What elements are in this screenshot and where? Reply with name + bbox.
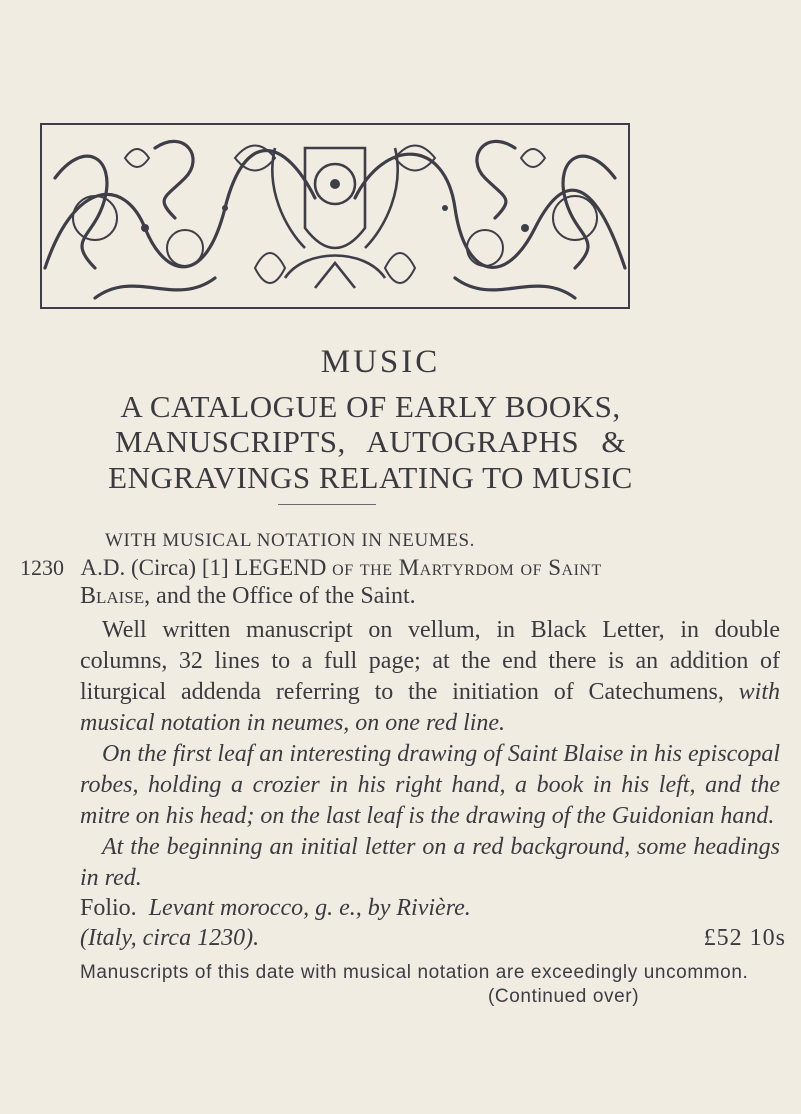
entry-year: 1230	[20, 555, 64, 580]
entry-heading	[20, 555, 602, 581]
description-italic: with musical notation in neumes, on one red line.	[80, 679, 780, 736]
continued-notice: (Continued over)	[488, 986, 640, 1007]
entry-title-rest: , and the Office of the Saint.	[144, 583, 416, 609]
title-divider	[278, 504, 376, 505]
place-date: (Italy, circa 1230).	[80, 925, 260, 951]
entry-date-label: A.D. (Circa)	[80, 555, 197, 580]
entry-legend-word: LEGEND	[234, 555, 327, 580]
ornament-illustration	[35, 118, 635, 314]
binding-text: Levant morocco, g. e., by Rivière.	[148, 895, 471, 921]
description-paragraph-3: At the beginning an initial letter on a red background, some headings in red.	[80, 834, 780, 891]
catalogue-title-line-3: ENGRAVINGS RELATING TO MUSIC	[108, 460, 633, 495]
catalogue-title-line-2: MANUSCRIPTS, AUTOGRAPHS &	[114, 424, 627, 459]
catalogue-title-line-1: A CATALOGUE OF EARLY BOOKS,	[120, 389, 621, 424]
format-binding-line	[80, 893, 780, 924]
entry-title-continuation	[80, 581, 780, 612]
entry-title: of the Martyrdom of Saint	[332, 555, 602, 580]
description-text: Well written manuscript on vellum, in Black Letter, in double columns, 32 lines to a full page; at the end there is an addition of liturgical addenda referring to the initiation of Catechumens,	[80, 617, 780, 705]
rarity-note: Manuscripts of this date with musical notation are exceedingly uncommon.	[80, 962, 749, 983]
description-paragraph-1	[80, 615, 780, 739]
section-title: MUSIC	[320, 344, 441, 380]
price: £52 10s	[703, 925, 786, 951]
format-label: Folio.	[80, 895, 137, 921]
entry-item-number: [1]	[201, 555, 229, 580]
description-paragraph-2: On the first leaf an interesting drawing of Saint Blaise in his episcopal robes, holding a crozier in his right hand, a book in his left, and the mitre on his head; on the last leaf is the drawing of the Guidonian hand.	[80, 741, 780, 829]
place-price-line	[80, 925, 786, 952]
subheading: WITH MUSICAL NOTATION IN NEUMES.	[105, 530, 476, 551]
woodcut-ornament-band	[35, 118, 635, 314]
entry-saint-name: Blaise	[80, 583, 145, 609]
